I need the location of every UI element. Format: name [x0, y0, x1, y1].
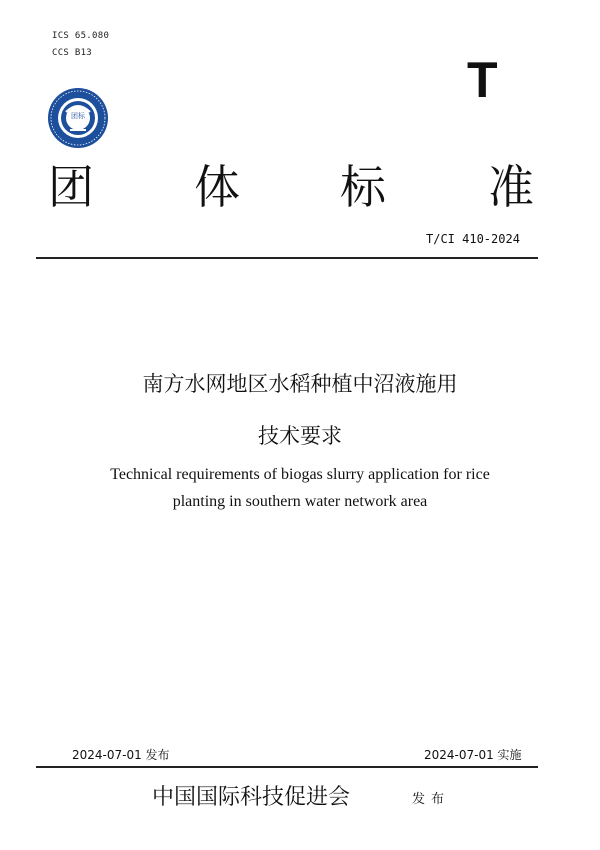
implementation-date: 2024-07-01 实施 — [424, 748, 522, 762]
title-cn-line2: 技术要求 — [258, 424, 342, 448]
standard-char-1: 团 — [48, 160, 94, 214]
association-logo — [46, 86, 110, 150]
logo-text: 团标 — [71, 112, 85, 120]
publisher-label: 发布 — [412, 792, 451, 807]
header-divider — [36, 257, 538, 259]
title-en-line1: Technical requirements of biogas slurry application for rice — [110, 466, 490, 483]
title-cn-line1: 南方水网地区水稻种植中沼液施用 — [142, 372, 458, 396]
footer-divider — [36, 766, 538, 768]
title-en-line2: planting in southern water network area — [172, 493, 428, 510]
issue-date: 2024-07-01 发布 — [72, 748, 170, 762]
standard-char-2: 体 — [194, 160, 240, 214]
publisher-org: 中国国际科技促进会 — [152, 785, 351, 810]
standard-type-letter: T — [467, 52, 498, 108]
standard-char-4: 准 — [488, 160, 534, 214]
ics-code: ICS 65.080 — [52, 31, 110, 41]
standard-char-3: 标 — [340, 160, 386, 214]
standard-number: T/CI 410-2024 — [426, 232, 520, 246]
ccs-code: CCS B13 — [52, 48, 93, 58]
